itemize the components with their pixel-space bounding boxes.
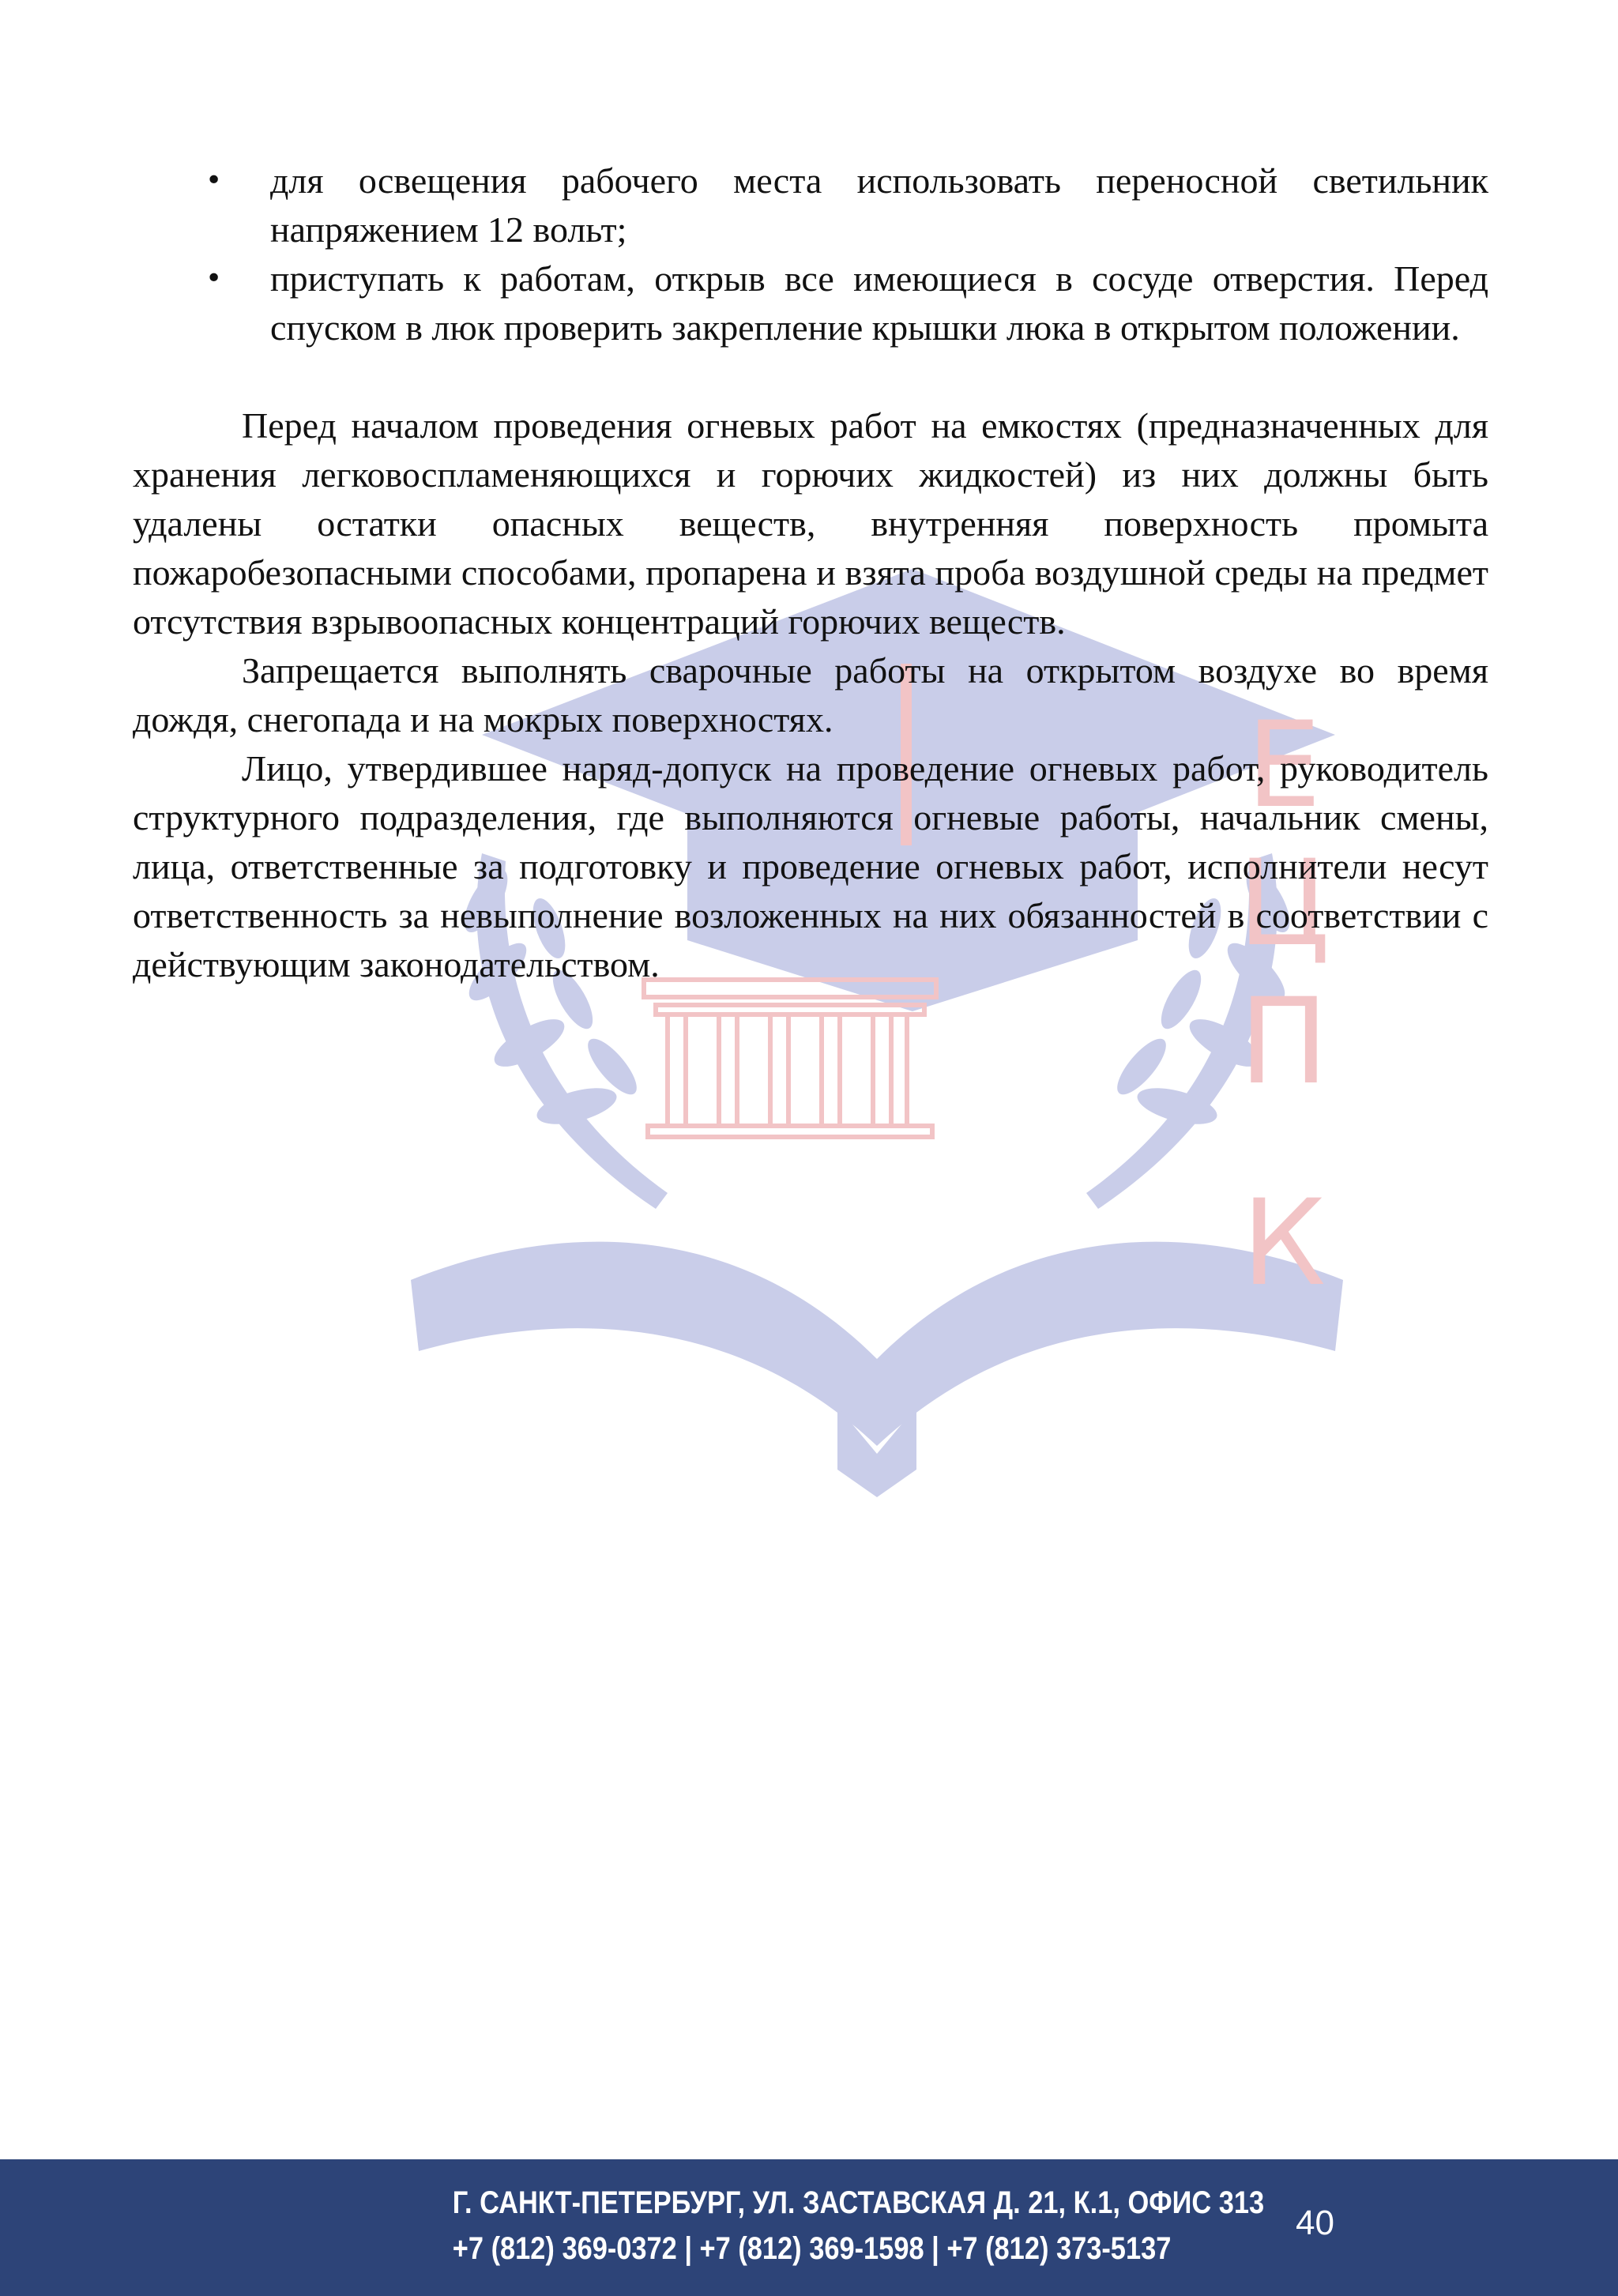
paragraph: Перед началом проведения огневых работ на емкостях (предназначенных для хранения легковоспламеняющихся и горючих жидкостей) из них должны быть удалены остатки опасных веществ, внутренняя поверхность промыта пожаробезопасными способами, пропарена и взята проба воздушной среды на предмет отсутствия взрывоопасных концентраций горючих веществ. <box>133 405 1488 642</box>
page-footer <box>0 2159 1618 2296</box>
page-number: 40 <box>1296 2204 1334 2242</box>
list-item-text: приступать к работам, открыв все имеющиеся в сосуде отверстия. Перед спуском в люк проверить закрепление крышки люка в открытом положении. <box>270 258 1488 348</box>
watermark-letter: П <box>1239 973 1329 1111</box>
paragraph: Запрещается выполнять сварочные работы на открытом воздухе во время дождя, снегопада и на мокрых поверхностях. <box>133 650 1488 740</box>
paragraph-gap <box>133 352 1488 401</box>
paragraph: Лицо, утвердившее наряд-допуск на проведение огневых работ, руководитель структурного подразделения, где выполняются огневые работы, начальник смены, лица, ответственные за подготовку и проведение огневых работ, исполнители несут ответственность за невыполнение возложенных на них обязанностей в соответствии с действующим законодательством. <box>133 748 1488 984</box>
footer-phones: +7 (812) 369-0372 | +7 (812) 369-1598 | +7 (812) 373-5137 <box>452 2231 1172 2266</box>
bullet-list <box>133 156 1488 352</box>
document-body <box>133 156 1488 989</box>
list-item <box>133 254 1488 352</box>
watermark-letter: Ц <box>1237 835 1330 973</box>
watermark-letter: К <box>1241 1175 1326 1312</box>
bullet-icon: • <box>205 164 223 197</box>
footer-address: Г. САНКТ-ПЕТЕРБУРГ, УЛ. ЗАСТАВСКАЯ Д. 21, К.1, ОФИС 313 <box>452 2185 1265 2220</box>
list-item <box>133 156 1488 254</box>
open-book-icon <box>411 1242 1343 1497</box>
bullet-icon: • <box>205 262 223 295</box>
footer-contacts <box>452 2180 1265 2272</box>
list-item-text: для освещения рабочего места использовать переносной светильник напряжением 12 вольт; <box>270 160 1488 250</box>
building-columns-icon <box>644 980 936 1137</box>
watermark-letter: Е <box>1246 697 1322 834</box>
